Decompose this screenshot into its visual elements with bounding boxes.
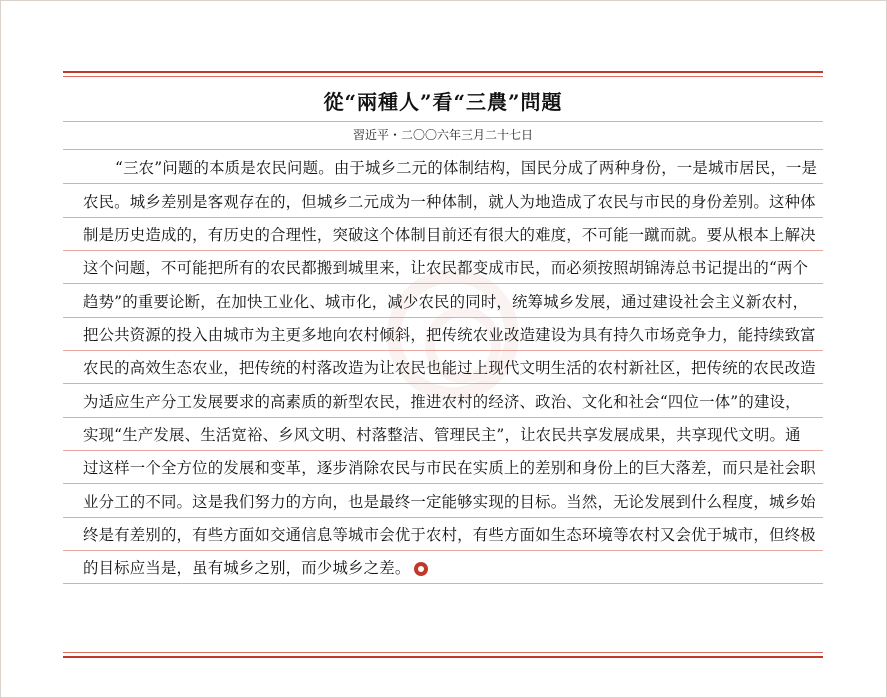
line-guide [63, 350, 823, 351]
paragraph-line: 过这样一个全方位的发展和变革，逐步消除农民与市民在实质上的差别和身份上的巨大落差，而只是社会职 [83, 459, 816, 477]
line-guide [63, 550, 823, 551]
bottom-rule-thick [63, 656, 823, 658]
last-line-text: 的目标应当是，虽有城乡之别，而少城乡之差。 [83, 559, 411, 577]
paragraph-line-last [83, 553, 813, 583]
line-guide [63, 183, 823, 184]
bottom-rule-thin [63, 652, 823, 653]
paragraph-line: 为适应生产分工发展要求的高素质的新型农民，推进农村的经济、政治、文化和社会“四位一体”的建设， [83, 393, 801, 411]
article-byline: 習近平・二〇〇六年三月二十七日 [352, 128, 533, 142]
line-guide [63, 383, 823, 384]
paragraph-line: 业分工的不同。这是我们努力的方向，也是最终一定能够实现的目标。当然，无论发展到什么程度，城乡始 [83, 493, 816, 511]
line-guide [63, 217, 823, 218]
line-guide [63, 250, 823, 251]
title-underline [63, 121, 823, 122]
line-guide [63, 583, 823, 584]
paragraph-line: 这个问题，不可能把所有的农民都搬到城里来，让农民都变成市民，而必须按照胡锦涛总书记提出的“两个 [83, 259, 809, 277]
article-title: 從“兩種人”看“三農”問題 [323, 90, 563, 114]
paragraph-line: 制是历史造成的，有历史的合理性，突破这个体制目前还有很大的难度，不可能一蹴而就。要从根本上解决 [83, 226, 816, 244]
paragraph-line: 农民的高效生态农业，把传统的村落改造为让农民也能过上现代文明生活的农村新社区，把传统的农民改造 [83, 359, 816, 377]
line-guide [63, 450, 823, 451]
line-guide [63, 417, 823, 418]
byline-underline [63, 149, 823, 150]
paragraph-line: 实现“生产发展、生活宽裕、乡风文明、村落整洁、管理民主”，让农民共享发展成果，共享现代文明。通 [83, 426, 801, 444]
paragraph-line: 农民。城乡差别是客观存在的，但城乡二元成为一种体制，就人为地造成了农民与市民的身份差别。这种体 [83, 193, 816, 211]
paragraph-line: 把公共资源的投入由城市为主更多地向农村倾斜，把传统农业改造建设为具有持久市场竞争力，能持续致富 [83, 326, 816, 344]
line-guide [63, 483, 823, 484]
top-rule-thick [63, 71, 823, 73]
paragraph-line: 终是有差别的，有些方面如交通信息等城市会优于农村，有些方面如生态环境等农村又会优于城市，但终极 [83, 526, 816, 544]
top-rule-thin [63, 76, 823, 77]
line-guide [63, 517, 823, 518]
line-guide [63, 283, 823, 284]
line-guide [63, 317, 823, 318]
paragraph-line: “三农”问题的本质是农民问题。由于城乡二元的体制结构，国民分成了两种身份，一是城市居民，一是 [115, 159, 818, 177]
paragraph-line: 趋势”的重要论断，在加快工业化、城市化，减少农民的同时，统筹城乡发展，通过建设社会主义新农村， [83, 293, 809, 311]
end-mark-icon [414, 562, 428, 576]
